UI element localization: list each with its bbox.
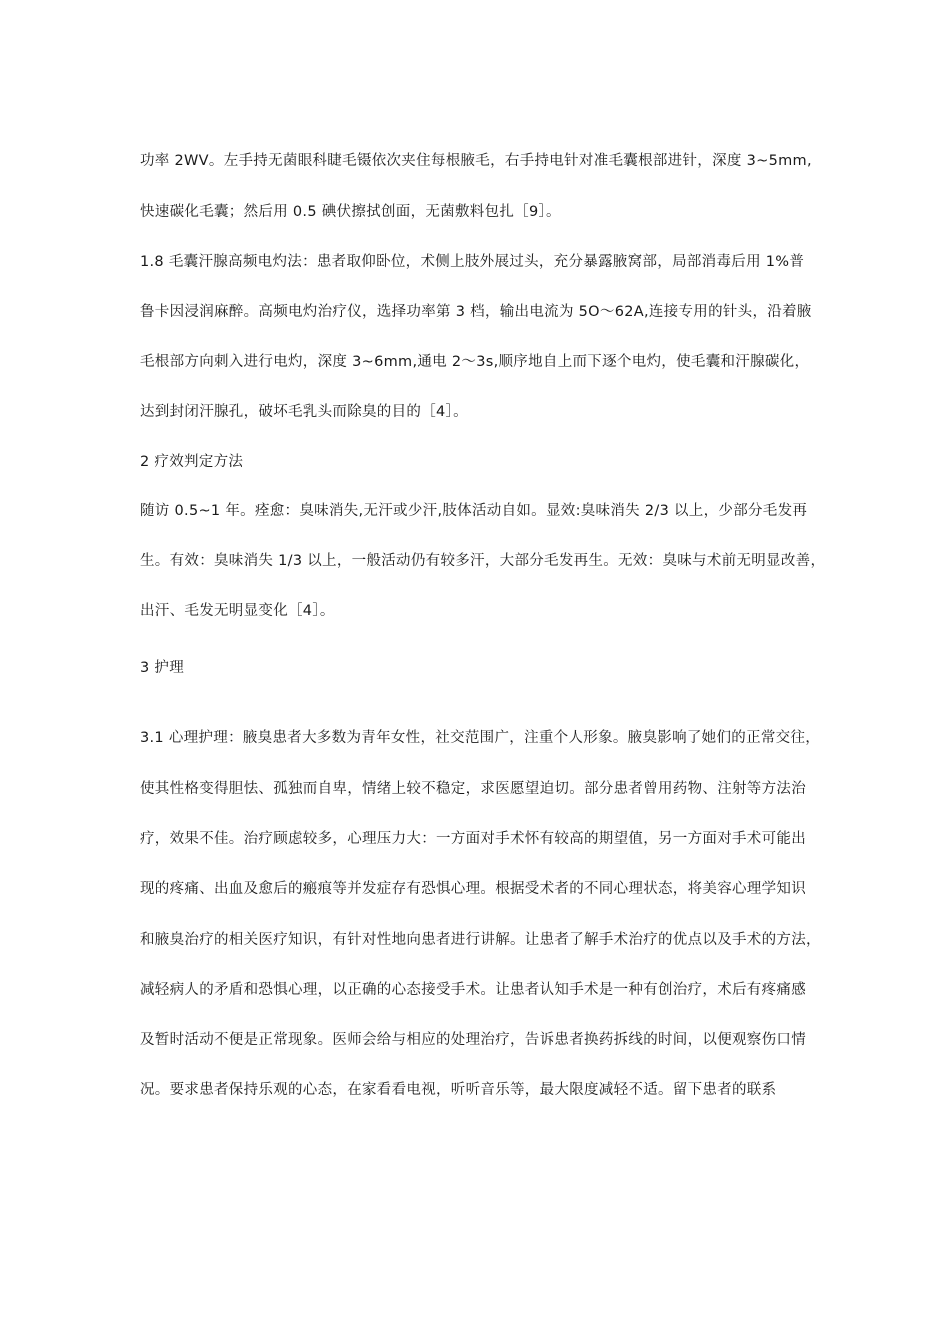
text-line: 鲁卡因浸润麻醉。高频电灼治疗仪，选择功率第 3 档，输出电流为 5O～62A,连接专用的针头，沿着腋 <box>140 304 812 320</box>
section-heading-3-1: 3.1 心理护理：腋臭患者大多数为青年女性，社交范围广，注重个人形象。腋臭影响了她们的正常交往， <box>140 730 821 746</box>
text-line: 及暂时活动不便是正常现象。医师会给与相应的处理治疗，告诉患者换药拆线的时间，以便观察伤口情 <box>140 1032 806 1048</box>
text-line: 随访 0.5~1 年。痊愈：臭味消失,无汗或少汗,肢体活动自如。显效:臭味消失 2/3 以上，少部分毛发再 <box>140 503 808 519</box>
text-line: 和腋臭治疗的相关医疗知识，有针对性地向患者进行讲解。让患者了解手术治疗的优点以及手术的方法， <box>140 932 821 948</box>
text-line: 减轻病人的矛盾和恐惧心理，以正确的心态接受手术。让患者认知手术是一种有创治疗，术后有疼痛感 <box>140 982 806 998</box>
text-line: 出汗、毛发无明显变化［4］。 <box>140 603 335 619</box>
text-line: 毛根部方向刺入进行电灼，深度 3~6mm,通电 2～3s,顺序地自上而下逐个电灼，使毛囊和汗腺碳化， <box>140 354 810 370</box>
section-heading-1-8: 1.8 毛囊汗腺高频电灼法：患者取仰卧位，术侧上肢外展过头，充分暴露腋窝部，局部消毒后用 1%普 <box>140 254 805 270</box>
text-line: 使其性格变得胆怯、孤独而自卑，情绪上较不稳定，求医愿望迫切。部分患者曾用药物、注射等方法治 <box>140 781 806 797</box>
text-line: 功率 2WV。左手持无菌眼科睫毛镊依次夹住每根腋毛，右手持电针对准毛囊根部进针，深度 3~5mm, <box>140 153 812 169</box>
section-heading-2: 2 疗效判定方法 <box>140 454 244 470</box>
text-line: 现的疼痛、出血及愈后的瘢痕等并发症存有恐惧心理。根据受术者的不同心理状态，将美容心理学知识 <box>140 881 806 897</box>
text-line: 快速碳化毛囊；然后用 0.5 碘伏擦拭创面，无菌敷料包扎［9］。 <box>140 204 561 220</box>
text-line: 况。要求患者保持乐观的心态，在家看看电视，听听音乐等，最大限度减轻不适。留下患者的联系 <box>140 1082 777 1098</box>
text-line: 生。有效：臭味消失 1/3 以上，一般活动仍有较多汗，大部分毛发再生。无效：臭味与术前无明显改善， <box>140 553 826 569</box>
text-line: 达到封闭汗腺孔，破坏毛乳头而除臭的目的［4］。 <box>140 404 468 420</box>
section-heading-3: 3 护理 <box>140 660 185 676</box>
text-line: 疗，效果不佳。治疗顾虑较多，心理压力大：一方面对手术怀有较高的期望值，另一方面对手术可能出 <box>140 831 806 847</box>
